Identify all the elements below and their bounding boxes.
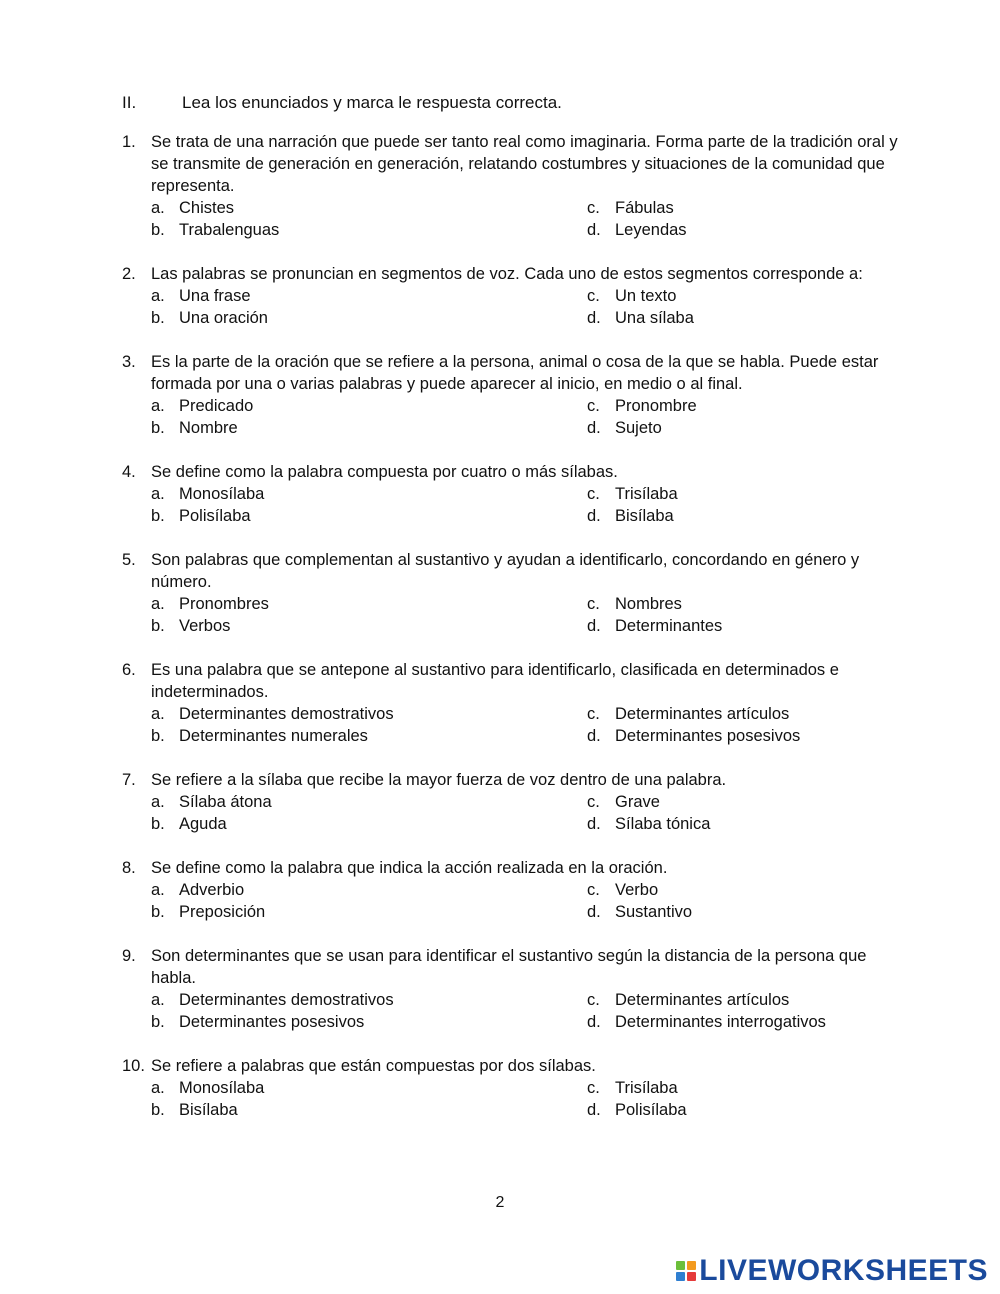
option-text: Trabalenguas bbox=[179, 221, 280, 239]
section-instruction: Lea los enunciados y marca le respuesta correcta. bbox=[182, 93, 562, 112]
option-text: Determinantes artículos bbox=[615, 705, 790, 723]
option-letter: d. bbox=[587, 815, 601, 833]
question-item bbox=[122, 857, 912, 923]
option-letter: d. bbox=[587, 507, 601, 525]
question-stem bbox=[122, 857, 912, 879]
question-item bbox=[122, 549, 912, 637]
option-letter: b. bbox=[151, 1101, 165, 1119]
answer-option[interactable] bbox=[587, 989, 847, 1011]
option-text: Sílaba tónica bbox=[615, 815, 711, 833]
question-text: Se define como la palabra que indica la acción realizada en la oración. bbox=[151, 859, 668, 877]
option-text: Nombre bbox=[179, 419, 238, 437]
answer-options bbox=[151, 593, 912, 637]
option-letter: d. bbox=[587, 419, 601, 437]
answer-options bbox=[151, 483, 912, 527]
question-stem bbox=[122, 769, 912, 791]
question-item bbox=[122, 351, 912, 439]
option-letter: a. bbox=[151, 881, 165, 899]
answer-option[interactable] bbox=[151, 725, 587, 747]
option-text: Determinantes posesivos bbox=[615, 727, 801, 745]
answer-option[interactable] bbox=[587, 879, 847, 901]
question-number: 3. bbox=[122, 353, 136, 371]
option-text: Leyendas bbox=[615, 221, 687, 239]
logo-block-i bbox=[687, 1261, 696, 1270]
question-stem bbox=[122, 263, 912, 285]
option-letter: c. bbox=[587, 1079, 600, 1097]
option-letter: b. bbox=[151, 815, 165, 833]
question-stem bbox=[122, 131, 912, 197]
option-letter: b. bbox=[151, 903, 165, 921]
answer-option[interactable] bbox=[587, 1011, 847, 1033]
answer-option[interactable] bbox=[151, 593, 587, 615]
question-text: Se trata de una narración que puede ser tanto real como imaginaria. Forma parte de la tradición oral y se transmite de generación en generación, relatando costumbres y situaciones de la comunidad que representa. bbox=[151, 133, 898, 195]
option-letter: b. bbox=[151, 727, 165, 745]
answer-option[interactable] bbox=[151, 879, 587, 901]
option-text: Trisílaba bbox=[615, 485, 678, 503]
option-letter: a. bbox=[151, 991, 165, 1009]
option-text: Determinantes bbox=[615, 617, 723, 635]
question-number: 4. bbox=[122, 463, 136, 481]
option-letter: b. bbox=[151, 617, 165, 635]
question-list bbox=[122, 131, 912, 1143]
question-stem bbox=[122, 945, 912, 989]
option-letter: c. bbox=[587, 485, 600, 503]
option-letter: d. bbox=[587, 617, 601, 635]
answer-option[interactable] bbox=[151, 901, 587, 923]
option-letter: c. bbox=[587, 287, 600, 305]
option-letter: c. bbox=[587, 595, 600, 613]
answer-option[interactable] bbox=[151, 989, 587, 1011]
question-item bbox=[122, 263, 912, 329]
option-letter: a. bbox=[151, 397, 165, 415]
question-number: 1. bbox=[122, 133, 136, 151]
option-letter: a. bbox=[151, 705, 165, 723]
liveworksheets-logo[interactable] bbox=[676, 1254, 988, 1288]
answer-option[interactable] bbox=[587, 197, 847, 219]
answer-option[interactable] bbox=[587, 901, 847, 923]
logo-block-v bbox=[676, 1272, 685, 1281]
option-text: Grave bbox=[615, 793, 660, 811]
answer-options bbox=[151, 197, 912, 241]
question-number: 6. bbox=[122, 661, 136, 679]
option-letter: c. bbox=[587, 397, 600, 415]
option-text: Pronombre bbox=[615, 397, 697, 415]
answer-option[interactable] bbox=[151, 505, 587, 527]
option-letter: c. bbox=[587, 199, 600, 217]
option-text: Adverbio bbox=[179, 881, 245, 899]
option-letter: b. bbox=[151, 309, 165, 327]
answer-option[interactable] bbox=[151, 395, 587, 417]
option-letter: d. bbox=[587, 903, 601, 921]
question-text: Es una palabra que se antepone al sustantivo para identificarlo, clasificada en determinados e indeterminados. bbox=[151, 661, 839, 701]
answer-option[interactable] bbox=[587, 307, 847, 329]
answer-option[interactable] bbox=[587, 725, 847, 747]
option-text: Determinantes interrogativos bbox=[615, 1013, 826, 1031]
question-number: 5. bbox=[122, 551, 136, 569]
option-text: Preposición bbox=[179, 903, 266, 921]
option-text: Determinantes numerales bbox=[179, 727, 368, 745]
option-letter: c. bbox=[587, 705, 600, 723]
question-number: 9. bbox=[122, 947, 136, 965]
question-number: 2. bbox=[122, 265, 136, 283]
question-stem bbox=[122, 1055, 912, 1077]
answer-option[interactable] bbox=[587, 791, 847, 813]
question-item bbox=[122, 769, 912, 835]
question-item bbox=[122, 461, 912, 527]
option-text: Determinantes demostrativos bbox=[179, 705, 394, 723]
option-letter: b. bbox=[151, 1013, 165, 1031]
answer-option[interactable] bbox=[151, 285, 587, 307]
option-text: Bisílaba bbox=[615, 507, 674, 525]
question-text: Las palabras se pronuncian en segmentos de voz. Cada uno de estos segmentos corresponde a: bbox=[151, 265, 863, 283]
question-text: Es la parte de la oración que se refiere a la persona, animal o cosa de la que se habla. Puede estar formada por una o varias palabras y puede aparecer al inicio, en medio o al final. bbox=[151, 353, 879, 393]
option-text: Monosílaba bbox=[179, 1079, 265, 1097]
answer-option[interactable] bbox=[587, 615, 847, 637]
logo-block-e bbox=[687, 1272, 696, 1281]
answer-option[interactable] bbox=[587, 417, 847, 439]
question-stem bbox=[122, 351, 912, 395]
option-letter: a. bbox=[151, 793, 165, 811]
answer-options bbox=[151, 703, 912, 747]
answer-option[interactable] bbox=[587, 395, 847, 417]
answer-option[interactable] bbox=[587, 1099, 847, 1121]
option-letter: c. bbox=[587, 881, 600, 899]
option-text: Verbo bbox=[615, 881, 659, 899]
answer-option[interactable] bbox=[587, 505, 847, 527]
option-text: Sujeto bbox=[615, 419, 662, 437]
answer-options bbox=[151, 1077, 912, 1121]
section-number: II. bbox=[122, 93, 137, 112]
question-stem bbox=[122, 549, 912, 593]
option-letter: a. bbox=[151, 1079, 165, 1097]
question-number: 8. bbox=[122, 859, 136, 877]
question-text: Se refiere a la sílaba que recibe la mayor fuerza de voz dentro de una palabra. bbox=[151, 771, 727, 789]
answer-option[interactable] bbox=[151, 703, 587, 725]
option-text: Polisílaba bbox=[179, 507, 251, 525]
answer-option[interactable] bbox=[151, 791, 587, 813]
option-letter: a. bbox=[151, 485, 165, 503]
answer-option[interactable] bbox=[151, 197, 587, 219]
question-text: Son palabras que complementan al sustantivo y ayudan a identificarlo, concordando en género y número. bbox=[151, 551, 860, 591]
answer-option[interactable] bbox=[587, 219, 847, 241]
option-text: Nombres bbox=[615, 595, 682, 613]
answer-option[interactable] bbox=[151, 1099, 587, 1121]
question-text: Se define como la palabra compuesta por cuatro o más sílabas. bbox=[151, 463, 618, 481]
question-item bbox=[122, 1055, 912, 1121]
answer-option[interactable] bbox=[151, 483, 587, 505]
answer-option[interactable] bbox=[587, 703, 847, 725]
section-heading bbox=[122, 93, 562, 113]
answer-option[interactable] bbox=[151, 615, 587, 637]
option-text: Una oración bbox=[179, 309, 268, 327]
answer-option[interactable] bbox=[587, 1077, 847, 1099]
option-text: Bisílaba bbox=[179, 1101, 238, 1119]
option-text: Trisílaba bbox=[615, 1079, 678, 1097]
option-text: Predicado bbox=[179, 397, 254, 415]
answer-option[interactable] bbox=[151, 307, 587, 329]
answer-option[interactable] bbox=[151, 417, 587, 439]
option-text: Pronombres bbox=[179, 595, 269, 613]
option-text: Aguda bbox=[179, 815, 227, 833]
answer-options bbox=[151, 791, 912, 835]
answer-options bbox=[151, 285, 912, 329]
answer-options bbox=[151, 879, 912, 923]
option-text: Sílaba átona bbox=[179, 793, 272, 811]
option-text: Una frase bbox=[179, 287, 251, 305]
option-text: Sustantivo bbox=[615, 903, 693, 921]
option-letter: c. bbox=[587, 793, 600, 811]
option-text: Determinantes demostrativos bbox=[179, 991, 394, 1009]
option-text: Un texto bbox=[615, 287, 677, 305]
answer-option[interactable] bbox=[587, 483, 847, 505]
answer-option[interactable] bbox=[151, 813, 587, 835]
answer-options bbox=[151, 395, 912, 439]
option-letter: d. bbox=[587, 309, 601, 327]
answer-option[interactable] bbox=[151, 1077, 587, 1099]
question-item bbox=[122, 945, 912, 1033]
question-number: 7. bbox=[122, 771, 136, 789]
page-number: 2 bbox=[495, 1194, 505, 1211]
option-text: Determinantes posesivos bbox=[179, 1013, 365, 1031]
option-text: Polisílaba bbox=[615, 1101, 687, 1119]
question-item bbox=[122, 131, 912, 241]
option-text: Una sílaba bbox=[615, 309, 694, 327]
option-letter: d. bbox=[587, 727, 601, 745]
logo-block-l bbox=[676, 1261, 685, 1270]
option-letter: a. bbox=[151, 595, 165, 613]
answer-option[interactable] bbox=[151, 219, 587, 241]
option-letter: a. bbox=[151, 199, 165, 217]
question-stem bbox=[122, 659, 912, 703]
answer-option[interactable] bbox=[587, 813, 847, 835]
option-text: Verbos bbox=[179, 617, 231, 635]
option-letter: b. bbox=[151, 221, 165, 239]
question-item bbox=[122, 659, 912, 747]
option-letter: d. bbox=[587, 1013, 601, 1031]
option-letter: b. bbox=[151, 507, 165, 525]
answer-options bbox=[151, 989, 912, 1033]
brand-name: LIVEWORKSHEETS bbox=[699, 1254, 988, 1287]
logo-blocks-icon bbox=[676, 1261, 696, 1281]
option-letter: a. bbox=[151, 287, 165, 305]
question-stem bbox=[122, 461, 912, 483]
option-letter: b. bbox=[151, 419, 165, 437]
option-text: Monosílaba bbox=[179, 485, 265, 503]
option-text: Fábulas bbox=[615, 199, 674, 217]
question-text: Son determinantes que se usan para identificar el sustantivo según la distancia de la persona que habla. bbox=[151, 947, 867, 987]
option-letter: d. bbox=[587, 221, 601, 239]
question-text: Se refiere a palabras que están compuestas por dos sílabas. bbox=[151, 1057, 596, 1075]
answer-option[interactable] bbox=[587, 285, 847, 307]
answer-option[interactable] bbox=[151, 1011, 587, 1033]
option-letter: d. bbox=[587, 1101, 601, 1119]
question-number: 10. bbox=[122, 1057, 145, 1075]
answer-option[interactable] bbox=[587, 593, 847, 615]
option-text: Determinantes artículos bbox=[615, 991, 790, 1009]
option-text: Chistes bbox=[179, 199, 235, 217]
option-letter: c. bbox=[587, 991, 600, 1009]
